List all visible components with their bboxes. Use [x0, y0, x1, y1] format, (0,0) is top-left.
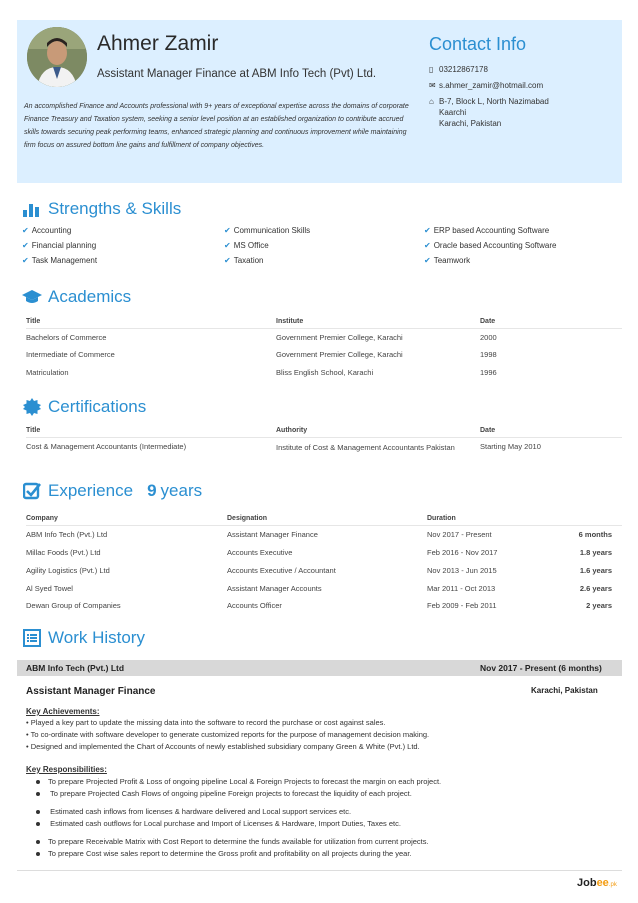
experience-table: [26, 515, 616, 615]
skill-item: ✔ Financial planning: [22, 241, 97, 250]
checkbox-icon: [22, 482, 42, 500]
profile-photo: [27, 27, 87, 87]
responsibility-item: Estimated cash inflows from licenses & hardware delivered and Local support services etc.: [36, 807, 351, 816]
phone-icon: ▯: [429, 65, 434, 74]
table-cell: Accounts Officer: [227, 601, 282, 610]
table-cell: Intermediate of Commerce: [26, 350, 115, 359]
col-header: Title: [26, 318, 41, 325]
work-history-title: Work History: [48, 628, 145, 647]
table-cell: Millac Foods (Pvt.) Ltd: [26, 548, 101, 557]
table-cell: Assistant Manager Accounts: [227, 584, 322, 593]
duration-badge: 2.6 years: [579, 584, 612, 593]
bullet-icon: [36, 810, 40, 814]
table-cell: Assistant Manager Finance: [227, 530, 318, 539]
table-cell: Agility Logistics (Pvt.) Ltd: [26, 566, 110, 575]
bullet-icon: [36, 822, 40, 826]
responsibilities-label: Key Responsibilities:: [26, 765, 107, 774]
achievement-item: • Played a key part to update the missing data into the software to record the purchase or cost against sales.: [26, 718, 386, 727]
skill-item: ✔ Oracle based Accounting Software: [424, 241, 557, 250]
table-cell: Government Premier College, Karachi: [276, 333, 403, 342]
skill-item: ✔ Task Management: [22, 256, 98, 265]
experience-years-number: 9: [147, 481, 157, 500]
col-header: Title: [26, 427, 41, 434]
bar-chart-icon: [22, 200, 42, 218]
check-icon: ✔: [22, 226, 29, 235]
table-cell: 2000: [480, 333, 497, 342]
profile-job-title: Assistant Manager Finance at ABM Info Tech (Pvt) Ltd.: [97, 68, 377, 80]
col-header: Company: [26, 515, 58, 522]
duration-badge: 1.8 years: [579, 548, 612, 557]
experience-title: Experience: [48, 481, 134, 500]
duration-badge: 1.6 years: [579, 566, 612, 575]
responsibility-item: To prepare Cost wise sales report to determine the Gross profit and profitability on all projects during the year.: [36, 849, 412, 858]
table-cell: 1996: [480, 368, 497, 377]
table-cell: Dewan Group of Companies: [26, 601, 121, 610]
contact-title: Contact Info: [429, 34, 527, 54]
certifications-title: Certifications: [48, 397, 147, 416]
home-icon: ⌂: [429, 97, 434, 106]
skill-item: ✔ ERP based Accounting Software: [424, 226, 550, 235]
col-header: Date: [480, 318, 496, 325]
table-cell: Nov 2013 - Jun 2015: [427, 566, 497, 575]
table-cell: Matriculation: [26, 368, 69, 377]
achievement-item: • Designed and implemented the Chart of Accounts of newly established subsidiary company Green & White (Pvt.) Ltd.: [26, 742, 420, 751]
badge-icon: [22, 398, 42, 416]
check-icon: ✔: [22, 241, 29, 250]
envelope-icon: ✉: [429, 81, 436, 90]
check-icon: ✔: [424, 256, 431, 265]
contact-address: [429, 96, 549, 129]
table-cell: Accounts Executive: [227, 548, 293, 557]
col-header: Authority: [276, 427, 308, 434]
bullet-icon: [36, 840, 40, 844]
contact-email: [429, 80, 543, 91]
responsibility-item: To prepare Projected Profit & Loss of ongoing pipeline Local & Foreign Projects to forecast the margin on each project.: [36, 777, 441, 786]
skills-title: Strengths & Skills: [48, 199, 182, 218]
address-line: B-7, Block L, North Nazimabad: [439, 97, 549, 106]
work-history-role: Assistant Manager Finance: [26, 686, 156, 697]
table-cell: Bachelors of Commerce: [26, 333, 107, 342]
skill-item: ✔ Taxation: [224, 256, 264, 265]
academics-title: Academics: [48, 287, 132, 306]
check-icon: ✔: [224, 256, 231, 265]
bullet-icon: [36, 792, 40, 796]
col-header: Designation: [227, 515, 268, 522]
table-cell: Al Syed Towel: [26, 584, 73, 593]
responsibility-item: To prepare Projected Cash Flows of ongoing pipeline Foreign projects to forecast the liquidity of each project.: [36, 789, 412, 798]
check-icon: ✔: [224, 241, 231, 250]
table-cell: ABM Info Tech (Pvt.) Ltd: [26, 530, 108, 539]
table-cell: Accounts Executive / Accountant: [227, 566, 336, 575]
academics-table: [26, 318, 616, 388]
skill-item: ✔ Teamwork: [424, 256, 471, 265]
check-icon: ✔: [22, 256, 29, 265]
row-divider: [26, 437, 622, 438]
email-text[interactable]: s.ahmer_zamir@hotmail.com: [439, 81, 544, 90]
certifications-table: [26, 427, 616, 467]
row-divider: [26, 328, 622, 329]
list-icon: [22, 629, 42, 647]
table-cell: Bliss English School, Karachi: [276, 368, 374, 377]
address-line: Kaarchi: [439, 108, 467, 117]
check-icon: ✔: [424, 241, 431, 250]
check-icon: ✔: [224, 226, 231, 235]
profile-name: Ahmer Zamir: [97, 32, 219, 55]
col-header: Date: [480, 427, 496, 434]
duration-badge: 6 months: [578, 530, 612, 539]
duration-badge: 2 years: [586, 601, 612, 610]
table-cell: Feb 2016 - Nov 2017: [427, 548, 498, 557]
profile-header: [17, 20, 622, 183]
jobee-logo[interactable]: Jobee.pk: [577, 877, 617, 889]
contact-phone: [429, 64, 488, 75]
bullet-icon: [36, 852, 40, 856]
table-cell: Feb 2009 - Feb 2011: [427, 601, 497, 610]
work-history-company: ABM Info Tech (Pvt.) Ltd: [26, 663, 125, 673]
work-history-company-bar: [17, 660, 622, 676]
skill-item: ✔ MS Office: [224, 241, 269, 250]
table-cell: Mar 2011 - Oct 2013: [427, 584, 496, 593]
achievements-label: Key Achievements:: [26, 707, 100, 716]
certifications-heading: [22, 397, 146, 417]
table-cell: Nov 2017 - Present: [427, 530, 492, 539]
table-cell: Government Premier College, Karachi: [276, 350, 403, 359]
profile-summary: An accomplished Finance and Accounts professional with 9+ years of exceptional expertise across the domains of corporate Finance Treasury and Taxation system, seeking a senior level position at an established organization to contribute accrued skills towards securing peak performing teams, enhanced strategic planning and continuous improvement while maintaining firm focus on assured bottom line gains and fulfillment of company objectives.: [24, 103, 409, 149]
table-cell: Starting May 2010: [480, 442, 541, 451]
work-history-period: Nov 2017 - Present (6 months): [480, 663, 602, 673]
graduation-cap-icon: [22, 288, 42, 306]
work-history-heading: [22, 628, 145, 648]
experience-years-label: years: [160, 481, 203, 500]
table-cell: 1998: [480, 350, 497, 359]
phone-text[interactable]: 03212867178: [439, 65, 488, 74]
table-cell: Cost & Management Accountants (Intermediate): [26, 442, 187, 451]
col-header: Duration: [427, 515, 456, 522]
table-cell: Institute of Cost & Management Accountants Pakistan: [276, 443, 455, 452]
skill-item: ✔ Communication Skills: [224, 226, 311, 235]
check-icon: ✔: [424, 226, 431, 235]
responsibility-item: To prepare Receivable Matrix with Cost Report to determine the funds available for utilization from current projects.: [36, 837, 429, 846]
row-divider: [26, 525, 622, 526]
work-history-location: Karachi, Pakistan: [531, 686, 598, 695]
responsibility-item: Estimated cash outflows for Local purchase and Import of Licenses & Hardware, Import Duties, Taxes etc.: [36, 819, 401, 828]
bullet-icon: [36, 780, 40, 784]
footer-divider: [17, 870, 622, 871]
col-header: Institute: [276, 318, 304, 325]
experience-heading: [22, 481, 202, 501]
skill-item: ✔ Accounting: [22, 226, 72, 235]
academics-heading: [22, 287, 131, 307]
skills-heading: [22, 199, 181, 219]
address-line: Karachi, Pakistan: [439, 119, 502, 128]
achievement-item: • To co-ordinate with software developer to generate customized reports for the purpose of management decision making.: [26, 730, 430, 739]
